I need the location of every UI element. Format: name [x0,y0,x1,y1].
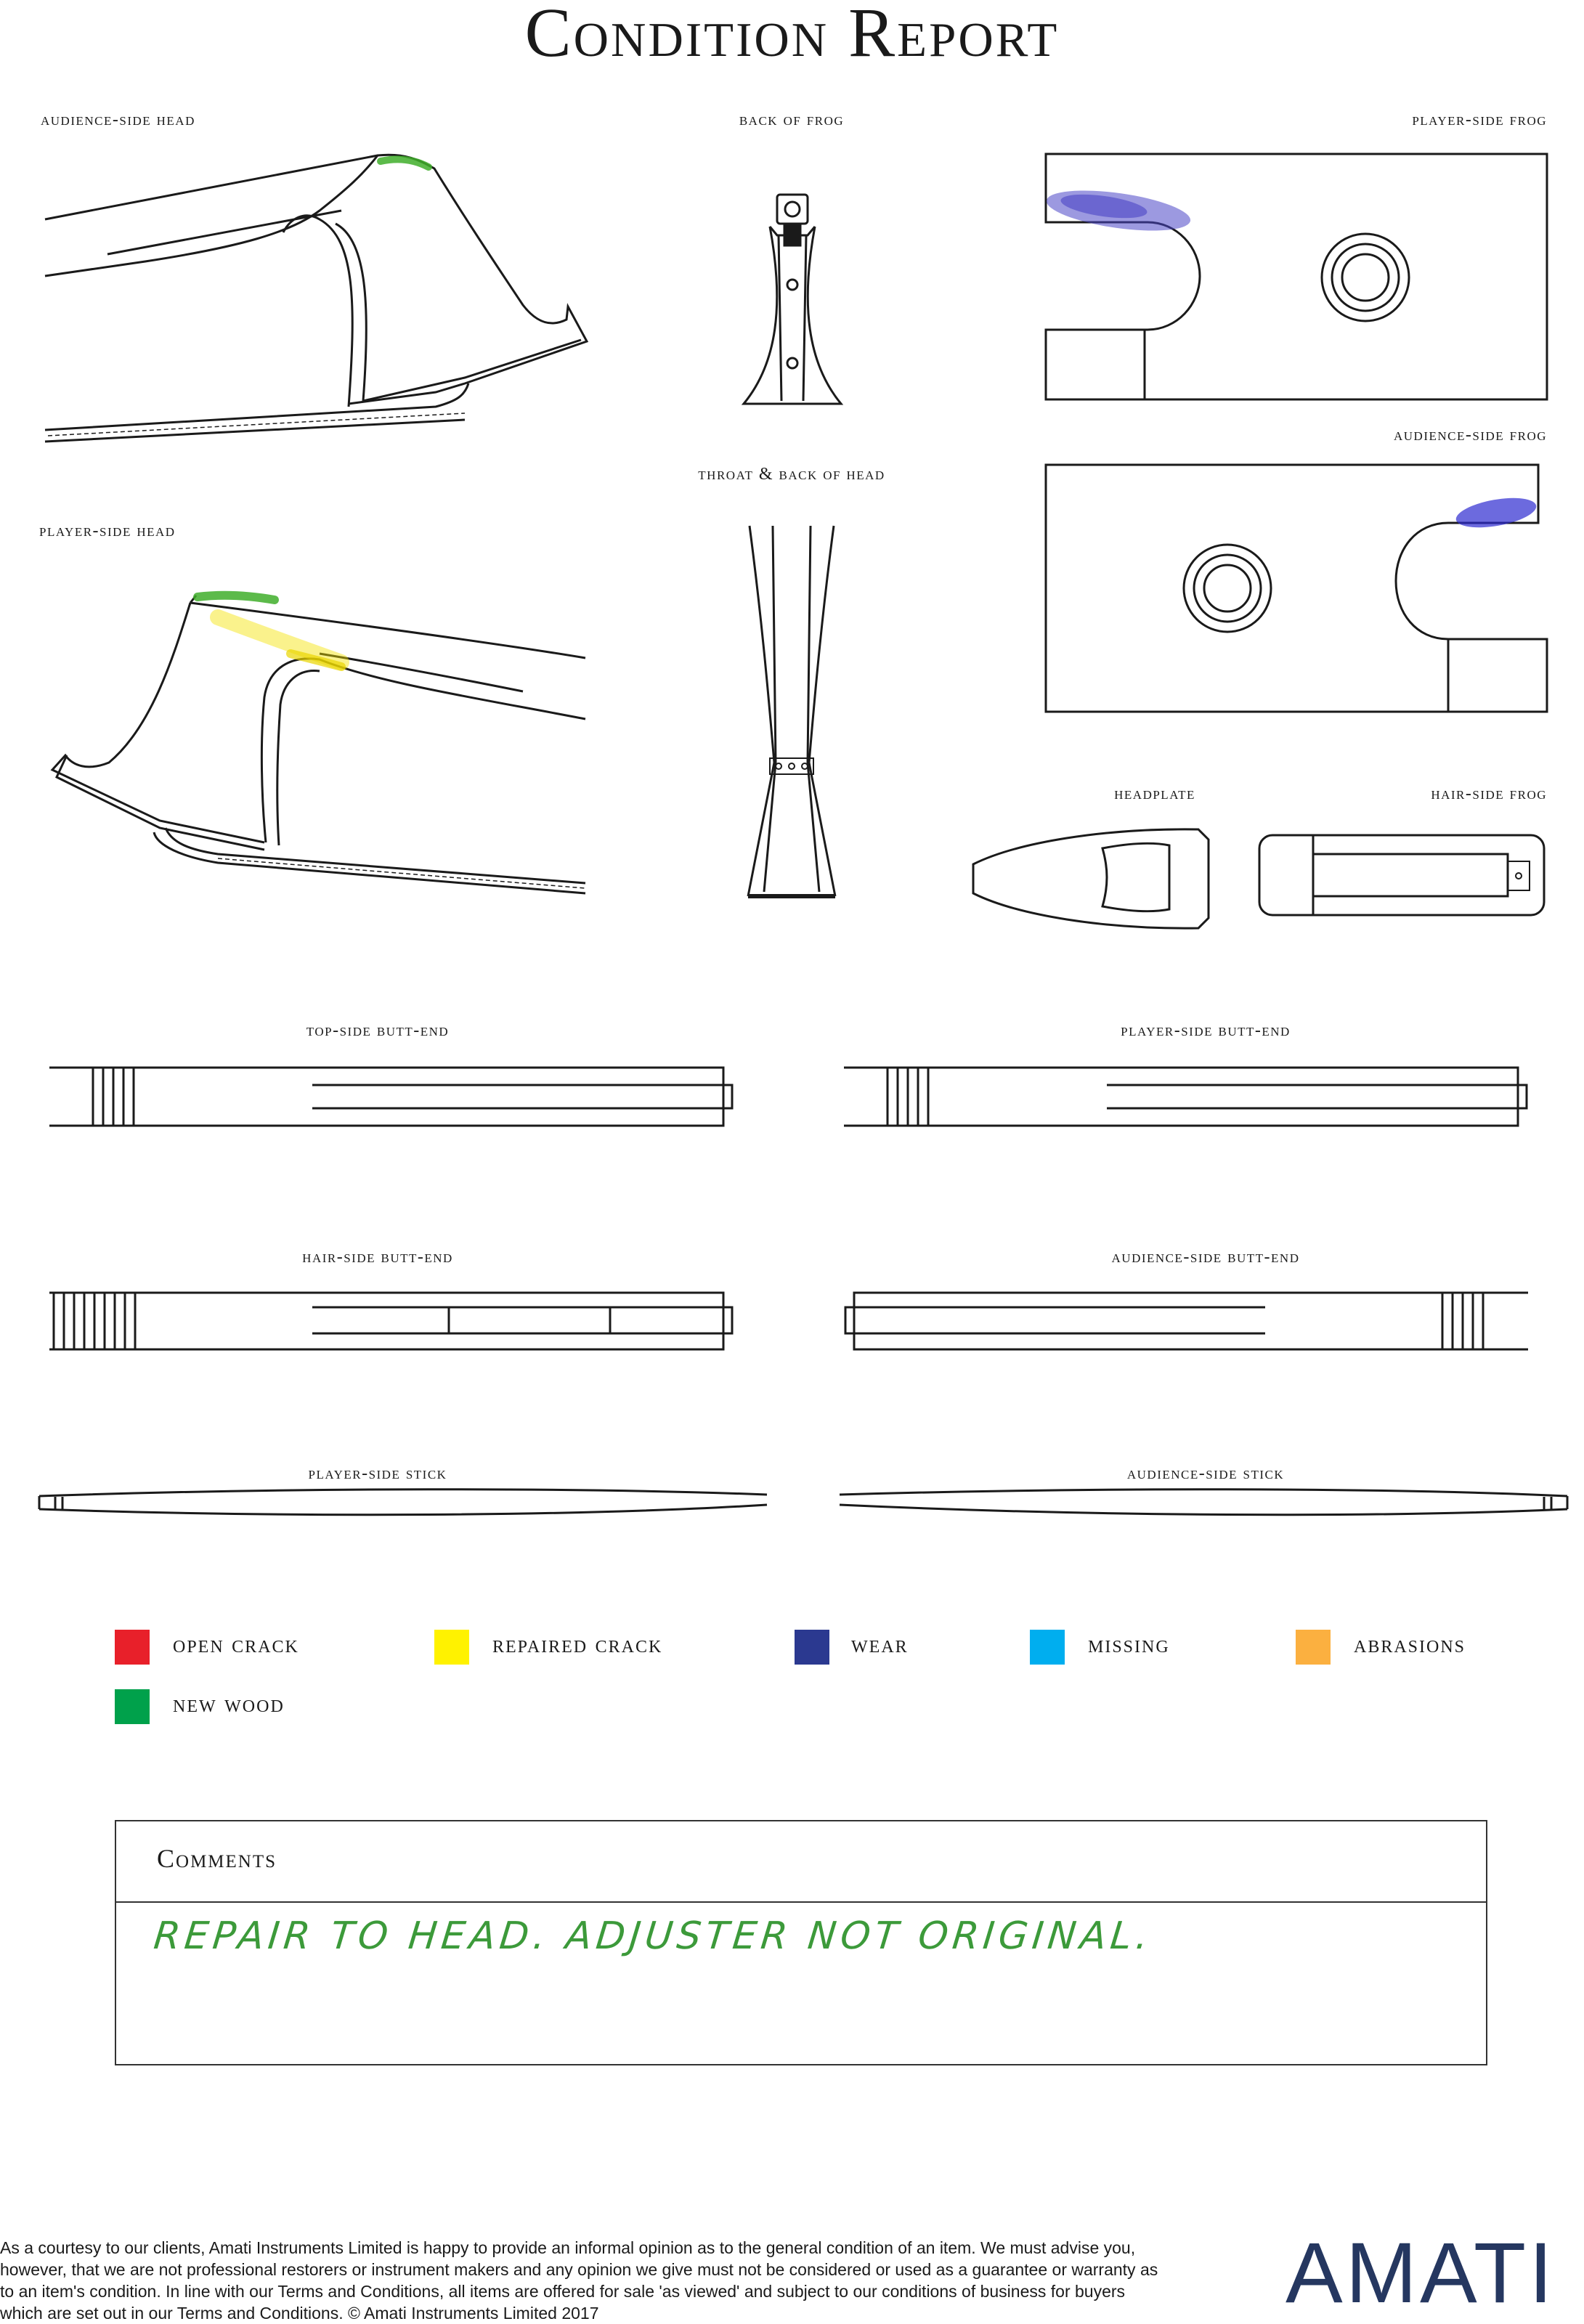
legend-swatch-wear [795,1630,829,1665]
legend-label-open-crack: open crack [173,1631,299,1658]
label-back-of-frog: back of frog [739,110,845,129]
legend-swatch-open-crack [115,1630,150,1665]
comments-heading: Comments [157,1844,277,1873]
legend-label-new-wood: new wood [173,1691,285,1718]
comments-box [115,1820,1487,2065]
amati-logo: AMATI [1286,2225,1556,2321]
label-audience-side-frog: audience-side frog [1394,426,1547,444]
legend-label-abrasions: abrasions [1354,1631,1466,1658]
legend-swatch-repaired-crack [434,1630,469,1665]
label-audience-side-stick: audience-side stick [1126,1464,1285,1483]
label-hair-side-butt-end: hair-side butt-end [302,1248,453,1267]
label-player-side-frog: player-side frog [1412,110,1547,129]
legend-label-missing: missing [1088,1631,1170,1658]
comments-header [116,1821,1486,1903]
label-top-side-butt-end: top-side butt-end [306,1021,450,1040]
label-player-side-butt-end: player-side butt-end [1121,1021,1291,1040]
disclaimer-text: As a courtesy to our clients, Amati Instruments Limited is happy to provide an informal opinion as to the general condition of an item. We must advise you, however, that we are not professional restorers or instrument makers and any opinion we give must not be considered or used as a guarantee or warranty as to an item's condition. In line with our Terms and Conditions, all items are offered for sale 'as viewed' and subject to our conditions of business for buyers which are set out in our Terms and Conditions. © Amati Instruments Limited 2017 [0,2238,1158,2323]
label-throat-back-of-head: throat & back of head [698,465,885,484]
label-hair-side-frog: hair-side frog [1431,784,1547,803]
comments-text: REPAIR TO HEAD. ADJUSTER NOT ORIGINAL. [151,1914,1155,1958]
legend-swatch-missing [1030,1630,1065,1665]
page-title: Condition Report [524,0,1060,71]
label-audience-side-head: audience-side head [41,110,195,129]
label-player-side-head: player-side head [39,521,176,540]
label-audience-side-butt-end: audience-side butt-end [1111,1248,1300,1267]
legend-label-repaired-crack: repaired crack [492,1631,663,1658]
legend-swatch-new-wood [115,1689,150,1724]
legend-label-wear: wear [851,1631,909,1658]
label-headplate: headplate [1114,784,1195,803]
legend-swatch-abrasions [1296,1630,1331,1665]
label-player-side-stick: player-side stick [308,1464,447,1483]
